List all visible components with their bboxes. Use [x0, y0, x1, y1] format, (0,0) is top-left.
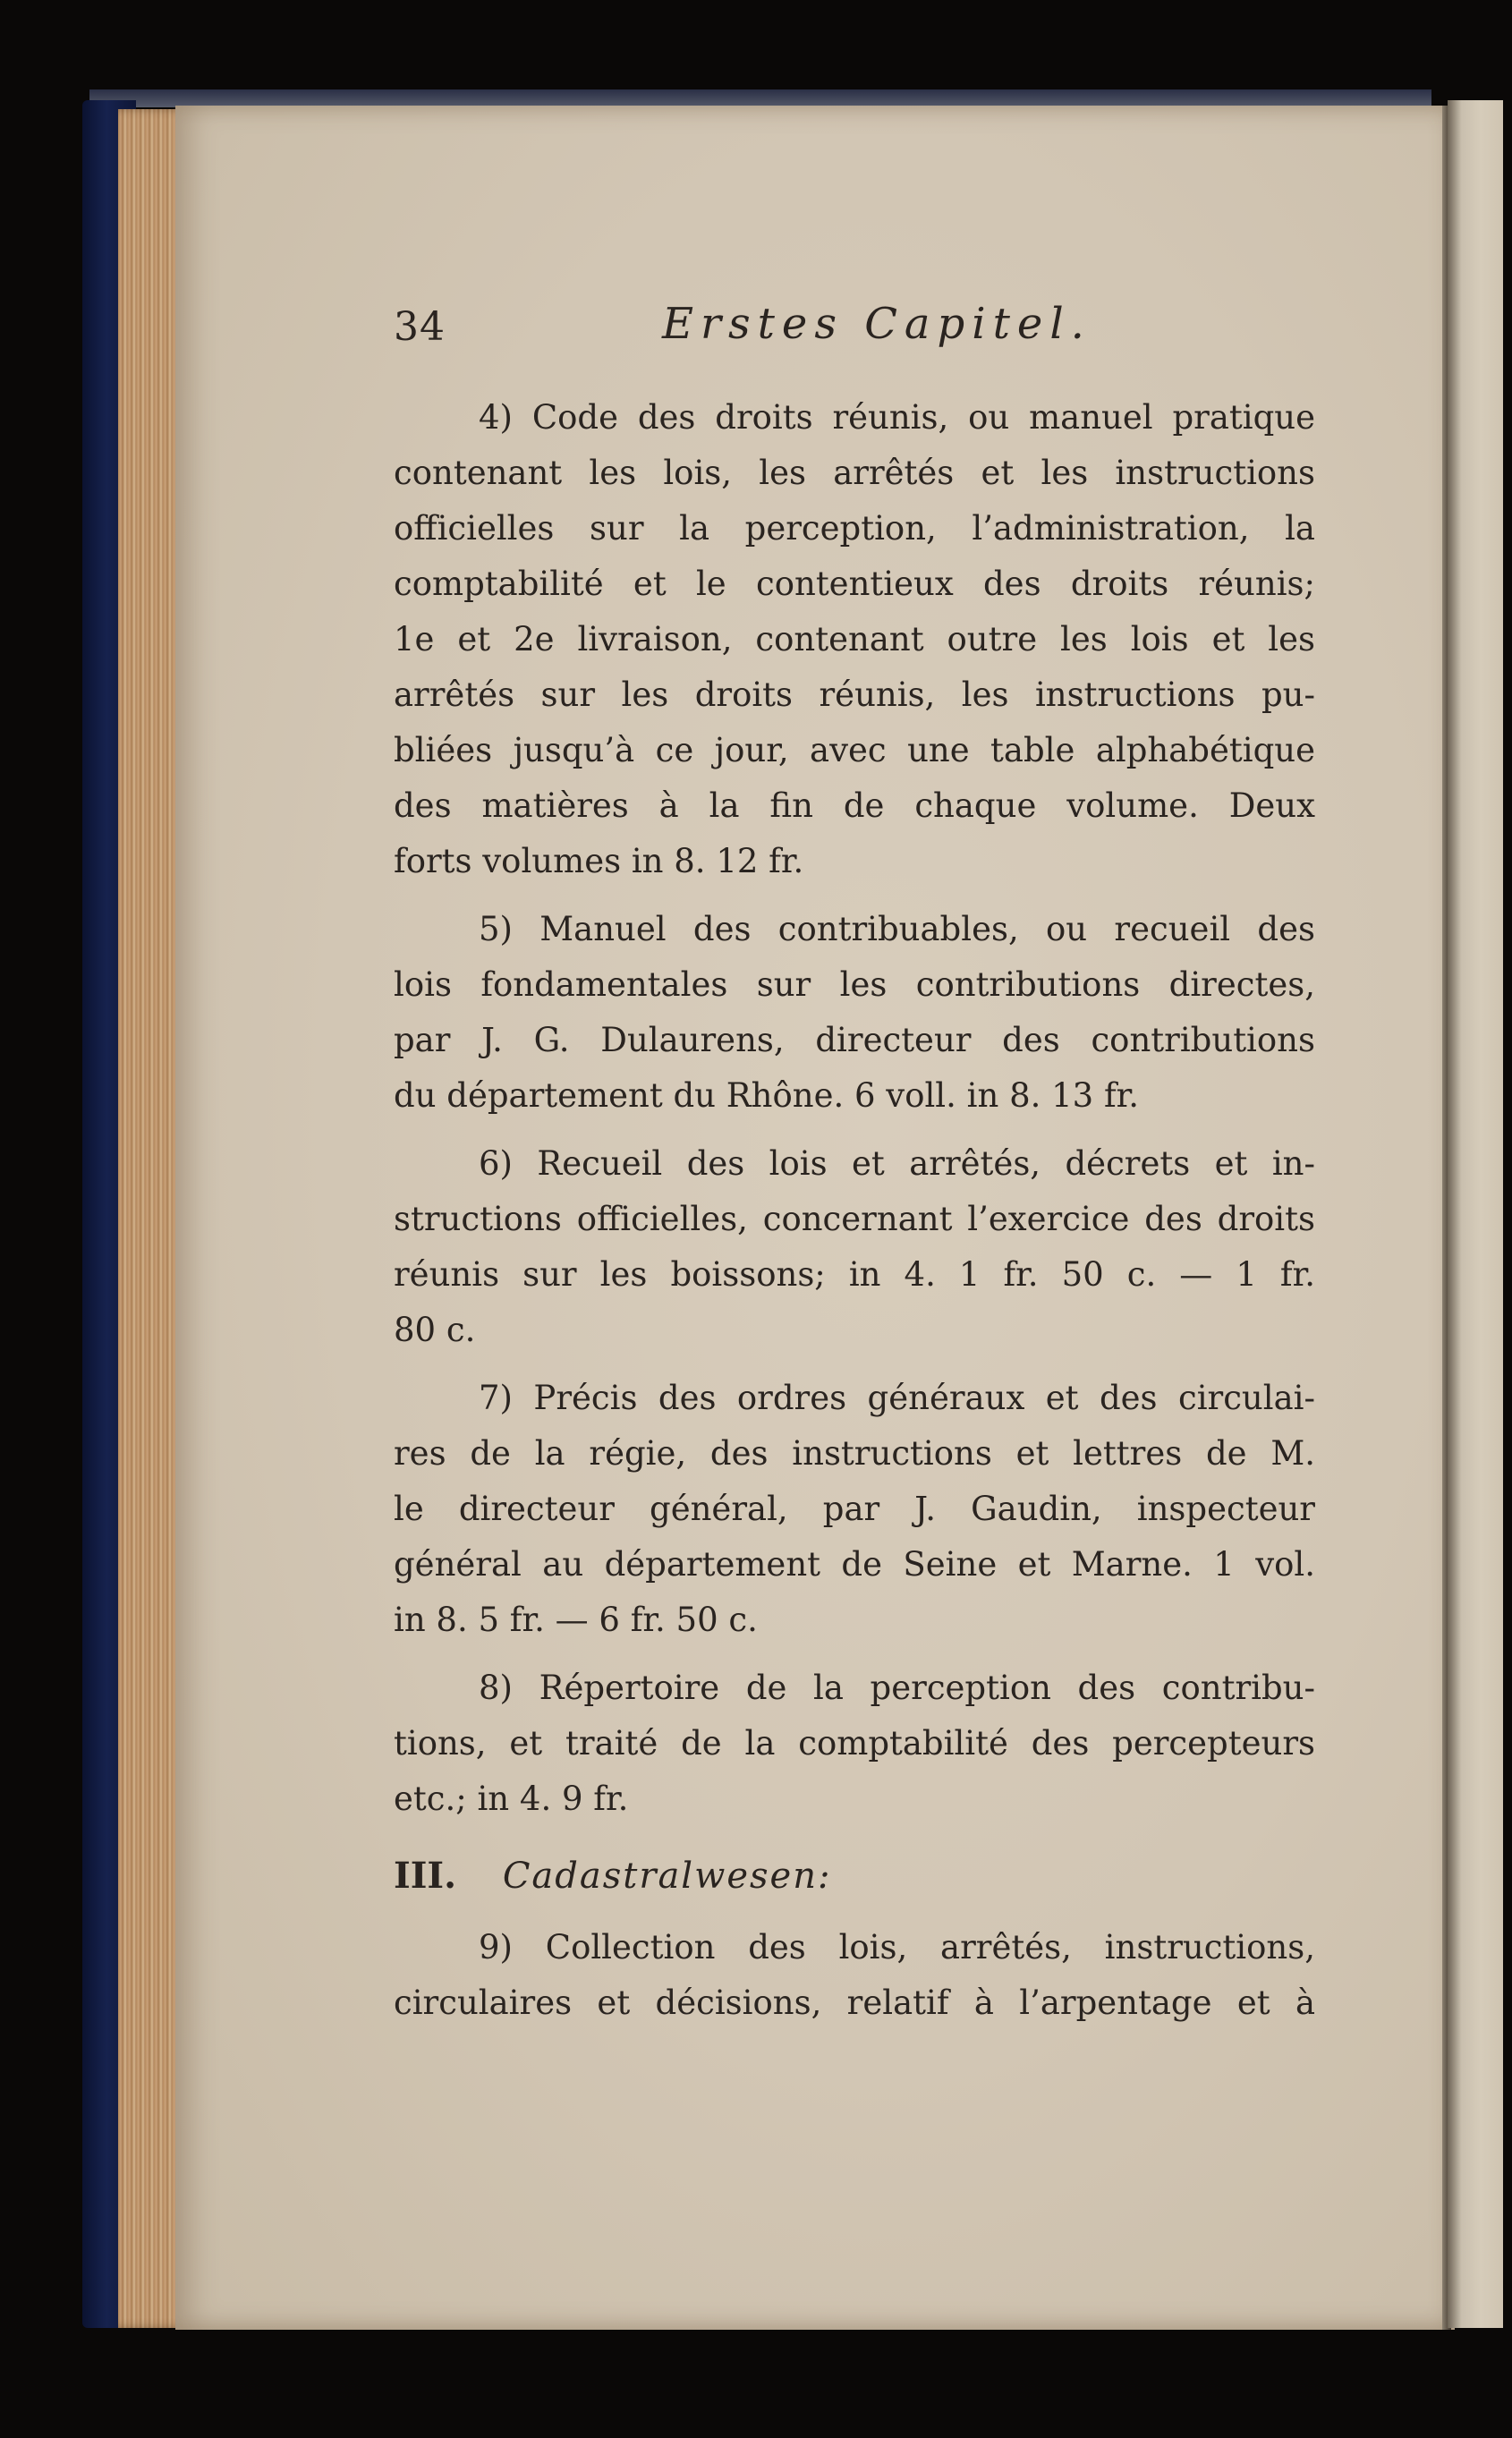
text-line: 4) Code des droits réunis, ou manuel pratique	[479, 398, 1315, 437]
book-cover-top-edge	[89, 89, 1431, 107]
text-line: 7) Précis des ordres généraux et des circulai-	[479, 1379, 1315, 1417]
text-line: comptabilité et le contentieux des droits réunis;	[394, 565, 1315, 603]
text-line: lois fondamentales sur les contributions directes,	[394, 965, 1315, 1004]
text-line: forts volumes in 8. 12 fr.	[394, 842, 804, 880]
entry-4	[394, 390, 1315, 889]
section-number: III.	[394, 1855, 457, 1897]
text-line: arrêtés sur les droits réunis, les instructions pu-	[394, 675, 1315, 714]
facing-page-slice	[1448, 100, 1503, 2328]
text-line: 1e et 2e livraison, contenant outre les lois et les	[394, 620, 1315, 658]
text-line: in 8. 5 fr. — 6 fr. 50 c.	[394, 1601, 758, 1639]
text-line: 6) Recueil des lois et arrêtés, décrets et in-	[479, 1144, 1315, 1183]
page-body	[394, 390, 1315, 2031]
text-line: etc.; in 4. 9 fr.	[394, 1780, 629, 1818]
text-line: 5) Manuel des contribuables, ou recueil des	[479, 910, 1315, 948]
text-line: officielles sur la perception, l’administration, la	[394, 509, 1315, 548]
page-number: 34	[394, 304, 446, 350]
text-line: du département du Rhône. 6 voll. in 8. 13 fr.	[394, 1076, 1140, 1115]
page-header	[394, 299, 1315, 367]
entry-9	[394, 1920, 1315, 2031]
text-line: structions officielles, concernant l’exercice des droits	[394, 1200, 1315, 1238]
text-line: contenant les lois, les arrêtés et les instructions	[394, 454, 1315, 492]
running-head: Erstes Capitel.	[662, 299, 1092, 349]
section-title: Cadastralwesen:	[502, 1856, 832, 1897]
text-line: circulaires et décisions, relatif à l’arpentage et à	[394, 1984, 1315, 2022]
text-line: 80 c.	[394, 1311, 476, 1349]
text-line: le directeur général, par J. Gaudin, inspecteur	[394, 1490, 1315, 1528]
entry-7	[394, 1371, 1315, 1648]
text-line: 8) Répertoire de la perception des contribu-	[479, 1669, 1315, 1707]
entry-5	[394, 902, 1315, 1124]
text-line: res de la régie, des instructions et lettres de M.	[394, 1434, 1315, 1473]
text-line: des matières à la fin de chaque volume. Deux	[394, 786, 1315, 825]
entry-8	[394, 1661, 1315, 1827]
text-line: réunis sur les boissons; in 4. 1 fr. 50 c. — 1 fr.	[394, 1255, 1315, 1294]
section-heading	[394, 1848, 1315, 1904]
text-line: bliées jusqu’à ce jour, avec une table alphabétique	[394, 731, 1315, 769]
text-line: 9) Collection des lois, arrêtés, instructions,	[479, 1928, 1315, 1967]
text-line: par J. G. Dulaurens, directeur des contributions	[394, 1021, 1315, 1059]
text-line: tions, et traité de la comptabilité des percepteurs	[394, 1724, 1315, 1763]
entry-6	[394, 1136, 1315, 1358]
text-line: général au département de Seine et Marne. 1 vol.	[394, 1545, 1315, 1584]
